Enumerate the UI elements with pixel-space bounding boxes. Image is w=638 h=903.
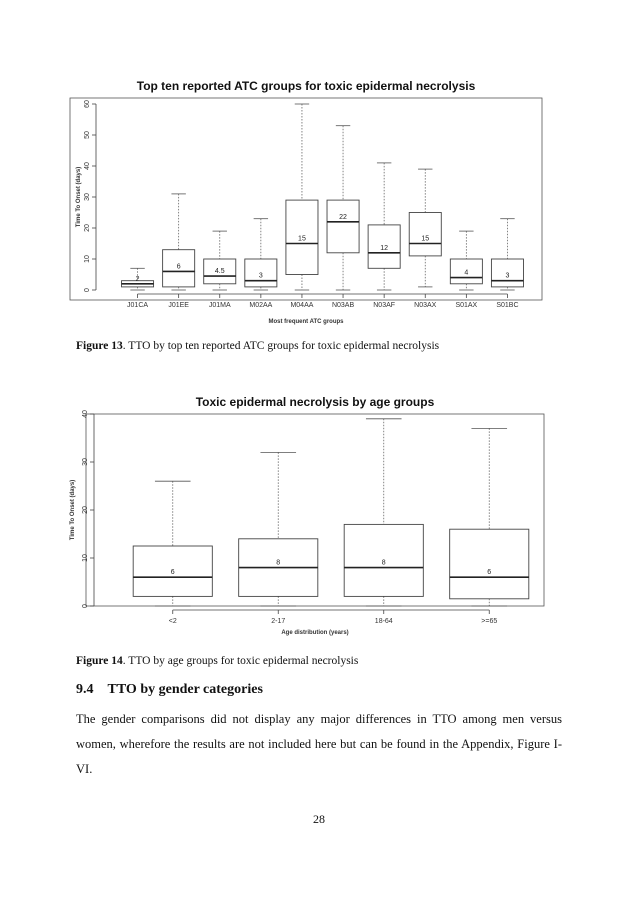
chart13-ytick-label: 40	[84, 162, 91, 170]
chart13-xtick-label: N03AF	[373, 302, 396, 309]
chart14-box->=65	[450, 428, 529, 606]
chart14-xlabel: Age distribution (years)	[281, 630, 349, 636]
figure-13-caption-text: . TTO by top ten reported ATC groups for toxic epidermal necrolysis	[122, 340, 440, 352]
chart14-ytick-label: 0	[82, 604, 89, 608]
chart13-title: Top ten reported ATC groups for toxic epidermal necrolysis	[136, 79, 476, 93]
chart13-xtick-label: M02AA	[249, 302, 273, 309]
chart13-ytick-label: 10	[84, 255, 91, 263]
chart14-ytick-label: 10	[82, 554, 89, 562]
median-label: 15	[421, 235, 430, 243]
chart13-box-N03AB	[327, 126, 359, 290]
chart13-box-N03AF	[368, 163, 400, 290]
chart13-ylabel: Time To Onset (days)	[76, 166, 82, 228]
figure-13-boxplot	[60, 72, 560, 334]
chart13-xlabel: Most frequent ATC groups	[268, 319, 344, 325]
median-label: 6	[487, 569, 492, 577]
median-label: 15	[298, 235, 306, 243]
chart13-xtick-label: S01AX	[455, 302, 478, 309]
section-title: TTO by gender categories	[107, 682, 263, 697]
chart13-box-N03AX	[409, 169, 441, 287]
median-label: 6	[170, 569, 175, 577]
chart14-box-<2	[133, 481, 212, 606]
chart14-xtick-label: 2-17	[271, 618, 286, 625]
chart14-ylabel: Time To Onset (days)	[70, 479, 76, 541]
chart14-title: Toxic epidermal necrolysis by age groups	[195, 395, 435, 409]
chart14-ytick-label: 40	[82, 410, 89, 418]
chart14-box-2-17	[239, 452, 318, 606]
chart13-xtick-label: N03AB	[331, 302, 355, 309]
median-label: 4.5	[214, 268, 225, 276]
section-heading	[76, 682, 263, 698]
figure-14-caption-label: Figure 14	[76, 655, 123, 667]
chart13-ytick-label: 0	[84, 288, 91, 292]
iqr-box	[450, 529, 529, 599]
chart13-box-S01BC	[491, 219, 523, 290]
chart13-ytick-label: 60	[84, 100, 91, 108]
median-label: 2	[135, 275, 140, 283]
chart14-box-18-64	[344, 419, 423, 606]
chart14-ytick-label: 20	[82, 506, 89, 514]
median-label: 8	[276, 559, 281, 567]
figure-13-caption-label: Figure 13	[76, 340, 123, 352]
iqr-box	[409, 213, 441, 256]
median-label: 12	[380, 244, 389, 252]
chart13-xtick-label: S01BC	[496, 302, 519, 309]
median-label: 3	[505, 272, 510, 280]
iqr-box	[327, 200, 359, 253]
chart14-xtick-label: 18-64	[374, 618, 393, 625]
figure-14-caption	[76, 655, 358, 667]
chart14-xtick-label: >=65	[481, 618, 498, 625]
median-label: 6	[176, 263, 181, 271]
chart13-box-M04AA	[286, 104, 318, 290]
chart13-box-J01MA	[204, 231, 236, 290]
chart14-ytick-label: 30	[82, 458, 89, 466]
chart13-xtick-label: J01MA	[208, 302, 231, 309]
chart13-xtick-label: J01CA	[127, 302, 149, 309]
section-paragraph: The gender comparisons did not display any major differences in TTO among men versus women, wherefore the results are not included here but can be found in the Appendix, Figure I-VI.	[76, 712, 562, 776]
page-number: 28	[313, 812, 325, 826]
chart13-xtick-label: J01EE	[168, 302, 189, 309]
median-label: 22	[339, 213, 347, 221]
median-label: 8	[381, 559, 386, 567]
median-label: 4	[464, 269, 469, 277]
chart13-box-J01CA	[122, 268, 154, 290]
chart13-ytick-label: 20	[84, 224, 91, 232]
section-number: 9.4	[76, 682, 94, 697]
figure-14-boxplot	[60, 388, 560, 646]
chart13-box-M02AA	[245, 219, 277, 290]
chart13-box-S01AX	[450, 231, 482, 290]
chart13-box-J01EE	[163, 194, 195, 290]
chart13-xtick-label: N03AX	[414, 302, 437, 309]
median-label: 3	[258, 272, 263, 280]
chart13-xtick-label: M04AA	[290, 302, 314, 309]
chart14-xtick-label: <2	[168, 618, 177, 625]
chart13-ytick-label: 50	[84, 131, 91, 139]
chart13-ytick-label: 30	[84, 193, 91, 201]
figure-14-caption-text: . TTO by age groups for toxic epidermal necrolysis	[122, 655, 359, 667]
figure-13-caption	[76, 340, 439, 352]
